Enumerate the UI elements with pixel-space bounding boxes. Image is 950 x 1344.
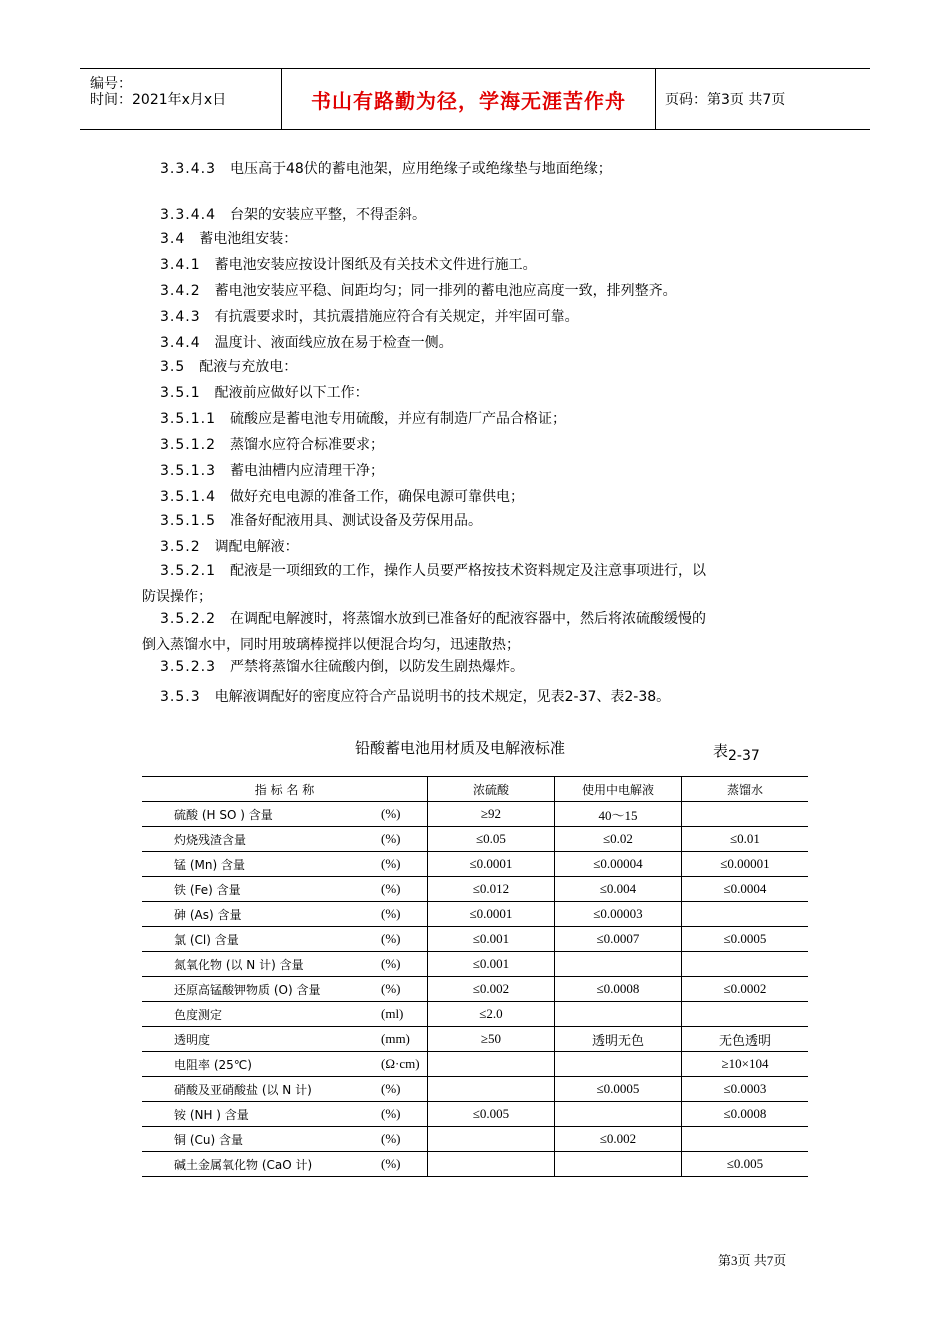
cell-sulfuric-acid: ≤0.0001 [428,852,555,877]
clause-text: 做好充电电源的准备工作，确保电源可靠供电； [229,489,524,505]
cell-sulfuric-acid: ≥92 [428,802,555,827]
cell-sulfuric-acid [428,1152,555,1177]
paragraph [160,330,812,356]
paragraph [160,156,812,182]
cell-sulfuric-acid: ≤0.001 [428,952,555,977]
header-motto: 书山有路勤为径，学海无涯苦作舟 [281,69,656,129]
cell-sulfuric-acid: ≤0.001 [428,927,555,952]
paragraph [160,684,812,710]
cell-distilled-water: ≤0.0003 [682,1077,809,1102]
col-header-distilled-water: 蒸馏水 [682,777,809,802]
clause-text-continued: 防误操作； [142,589,212,605]
clause-number: 3.5.3 [160,689,201,705]
row-unit: (%) [381,877,428,902]
row-unit: (%) [381,1127,428,1152]
cell-distilled-water: ≤0.0008 [682,1102,809,1127]
cell-electrolyte: ≤0.0007 [555,927,682,952]
row-name: 还原高锰酸钾物质 (O) 含量 [142,977,381,1002]
row-name: 硫酸 (H SO ) 含量 [142,802,381,827]
cell-distilled-water: ≤0.0005 [682,927,809,952]
row-unit: (%) [381,927,428,952]
paragraph [160,252,812,278]
cell-electrolyte: ≤0.00003 [555,902,682,927]
table-row [142,1002,808,1027]
row-name: 锰 (Mn) 含量 [142,852,381,877]
cell-distilled-water: ≤0.0002 [682,977,809,1002]
clause-number: 3.5.2.1 [160,563,216,579]
row-name: 硝酸及亚硝酸盐 (以 N 计) [142,1077,381,1102]
clause-number: 3.5.1.4 [160,489,216,505]
clause-text: 严禁将蒸馏水往硫酸内倒，以防发生剧热爆炸。 [229,659,524,675]
row-name: 色度测定 [142,1002,381,1027]
col-header-electrolyte: 使用中电解液 [555,777,682,802]
row-unit: (%) [381,977,428,1002]
row-unit: (%) [381,902,428,927]
row-unit: (%) [381,802,428,827]
paragraph [160,534,812,560]
cell-distilled-water: ≤0.0004 [682,877,809,902]
table-row [142,1102,808,1127]
row-unit: (mm) [381,1027,428,1052]
row-unit: (Ω·cm) [381,1052,428,1077]
row-name: 氯 (Cl) 含量 [142,927,381,952]
cell-sulfuric-acid [428,1052,555,1077]
cell-distilled-water: ≥10×104 [682,1052,809,1077]
clause-number: 3.4 [160,231,186,247]
clause-number: 3.5.1.1 [160,411,216,427]
clause-number: 3.5 [160,359,186,375]
clause-text: 电解液调配好的密度应符合产品说明书的技术规定，见表2-37、表2-38。 [214,689,671,705]
cell-electrolyte: ≤0.02 [555,827,682,852]
cell-distilled-water: ≤0.00001 [682,852,809,877]
paragraph [160,304,812,330]
cell-electrolyte [555,1152,682,1177]
row-unit: (%) [381,1077,428,1102]
table-row [142,827,808,852]
cell-distilled-water [682,902,809,927]
cell-sulfuric-acid: ≥50 [428,1027,555,1052]
cell-electrolyte: 透明无色 [555,1027,682,1052]
paragraph [160,406,812,432]
cell-sulfuric-acid: ≤0.05 [428,827,555,852]
cell-sulfuric-acid [428,1127,555,1152]
clause-text: 配液前应做好以下工作： [214,385,369,401]
clause-number: 3.3.4.3 [160,161,216,177]
table-row [142,1127,808,1152]
table-row [142,852,808,877]
cell-distilled-water [682,1127,809,1152]
table-row [142,1052,808,1077]
cell-electrolyte: ≤0.002 [555,1127,682,1152]
col-header-sulfuric-acid: 浓硫酸 [428,777,555,802]
row-unit: (%) [381,852,428,877]
paragraph [160,654,812,680]
clause-text: 配液与充放电： [199,359,298,375]
clause-text: 蓄电池安装应按设计图纸及有关技术文件进行施工。 [214,257,537,273]
cell-sulfuric-acid: ≤0.012 [428,877,555,902]
cell-electrolyte [555,1102,682,1127]
clause-number: 3.4.3 [160,309,201,325]
clause-text-continued: 倒入蒸馏水中，同时用玻璃棒搅拌以便混合均匀，迅速散热； [142,637,520,653]
cell-electrolyte: ≤0.004 [555,877,682,902]
paragraph [160,354,812,380]
paragraph [160,484,812,510]
clause-number: 3.4.4 [160,335,201,351]
table-row [142,1152,808,1177]
cell-sulfuric-acid [428,1077,555,1102]
paragraph [160,226,812,252]
page-footer: 第3页 共7页 [718,1253,787,1268]
table-row [142,927,808,952]
clause-text: 配液是一项细致的工作，操作人员要严格按技术资料规定及注意事项进行，以 [229,563,706,579]
cell-distilled-water: 无色透明 [682,1027,809,1052]
cell-electrolyte: ≤0.0008 [555,977,682,1002]
clause-text: 蓄电油槽内应清理干净； [229,463,384,479]
row-unit: (%) [381,1102,428,1127]
table-row [142,902,808,927]
cell-sulfuric-acid: ≤0.005 [428,1102,555,1127]
clause-number: 3.4.1 [160,257,201,273]
clause-text: 调配电解液： [214,539,299,555]
cell-electrolyte: ≤0.00004 [555,852,682,877]
cell-distilled-water [682,1002,809,1027]
paragraph [142,606,812,658]
row-name: 氮氧化物 (以 N 计) 含量 [142,952,381,977]
table-row [142,877,808,902]
cell-electrolyte [555,1052,682,1077]
row-unit: (%) [381,827,428,852]
paragraph [160,202,812,228]
clause-number: 3.5.1.2 [160,437,216,453]
paragraph [142,558,812,610]
clause-text: 蓄电池组安装： [199,231,298,247]
cell-electrolyte [555,1002,682,1027]
paragraph [160,508,812,534]
clause-text: 硫酸应是蓄电池专用硫酸，并应有制造厂产品合格证； [229,411,566,427]
cell-electrolyte [555,952,682,977]
cell-sulfuric-acid: ≤0.0001 [428,902,555,927]
row-name: 灼烧残渣含量 [142,827,381,852]
paragraph [160,458,812,484]
table-header-row [142,777,808,802]
table-row [142,977,808,1002]
cell-sulfuric-acid: ≤2.0 [428,1002,555,1027]
cell-electrolyte: 40～15 [555,802,682,827]
row-unit: (%) [381,1152,428,1177]
clause-number: 3.5.1.3 [160,463,216,479]
clause-text: 温度计、液面线应放在易于检查一侧。 [214,335,453,351]
table-number-prefix: 表 [713,742,729,760]
header-page-code: 页码：第3页 共7页 [665,92,786,108]
table-row [142,802,808,827]
clause-number: 3.5.2.3 [160,659,216,675]
cell-distilled-water [682,952,809,977]
table-title: 铅酸蓄电池用材质及电解液标准 [355,739,566,757]
page-header [80,68,870,130]
row-name: 碱土金属氧化物 (CaO 计) [142,1152,381,1177]
cell-sulfuric-acid: ≤0.002 [428,977,555,1002]
paragraph [160,432,812,458]
clause-number: 3.5.1 [160,385,201,401]
clause-number: 3.3.4.4 [160,207,216,223]
row-name: 透明度 [142,1027,381,1052]
row-name: 铜 (Cu) 含量 [142,1127,381,1152]
clause-number: 3.5.2.2 [160,611,216,627]
row-unit: (%) [381,952,428,977]
clause-text: 蓄电池安装应平稳、间距均匀；同一排列的蓄电池应高度一致，排列整齐。 [214,283,677,299]
table-row [142,1077,808,1102]
clause-text: 蒸馏水应符合标准要求； [229,437,384,453]
clause-number: 3.5.2 [160,539,201,555]
cell-distilled-water: ≤0.005 [682,1152,809,1177]
cell-electrolyte: ≤0.0005 [555,1077,682,1102]
paragraph [160,278,812,304]
cell-distilled-water [682,802,809,827]
cell-distilled-water: ≤0.01 [682,827,809,852]
col-header-name: 指 标 名 称 [142,777,428,802]
clause-text: 台架的安装应平整，不得歪斜。 [229,207,426,223]
clause-text: 在调配电解渡时，将蒸馏水放到已准备好的配液容器中，然后将浓硫酸缓慢的 [229,611,706,627]
table-row [142,1027,808,1052]
clause-text: 有抗震要求时，其抗震措施应符合有关规定，并牢固可靠。 [214,309,579,325]
table-number-value: 2-37 [728,748,760,764]
table-row [142,952,808,977]
row-name: 铵 (NH ) 含量 [142,1102,381,1127]
standards-table [142,776,808,1177]
table-number [713,740,760,764]
row-name: 电阻率 (25℃) [142,1052,381,1077]
header-meta [80,69,280,129]
clause-number: 3.5.1.5 [160,513,216,529]
clause-number: 3.4.2 [160,283,201,299]
doc-number-label: 编号： [90,76,132,92]
row-name: 铁 (Fe) 含量 [142,877,381,902]
clause-text: 电压高于48伏的蓄电池架，应用绝缘子或绝缘垫与地面绝缘； [229,161,612,177]
clause-text: 准备好配液用具、测试设备及劳保用品。 [229,513,482,529]
row-unit: (ml) [381,1002,428,1027]
doc-time-label: 时间：2021年x月x日 [90,92,227,108]
paragraph [160,380,812,406]
row-name: 砷 (As) 含量 [142,902,381,927]
